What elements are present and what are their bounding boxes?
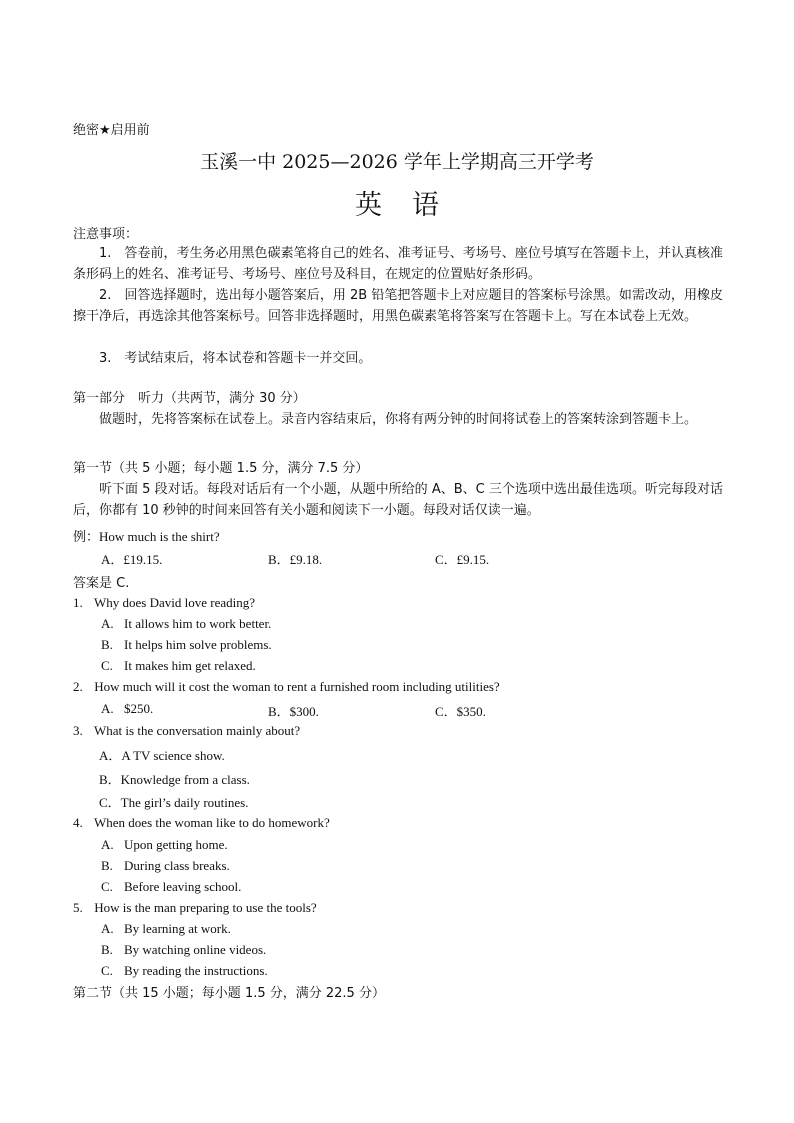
question-number: 1. xyxy=(73,595,83,610)
option-text: It helps him solve problems. xyxy=(124,637,272,652)
option-letter: B. xyxy=(101,942,113,957)
option-text: $250. xyxy=(124,701,154,716)
option-letter: C． xyxy=(99,795,121,810)
q3-option-a xyxy=(99,745,225,764)
option-text: Before leaving school. xyxy=(124,879,242,894)
option-text: Upon getting home. xyxy=(124,837,228,852)
q1-option-a xyxy=(101,616,271,632)
option-letter: C． xyxy=(435,704,457,719)
option-letter: A. xyxy=(101,837,114,852)
option-text: $350. xyxy=(456,704,486,719)
option-text: By watching online videos. xyxy=(124,942,267,957)
question-1 xyxy=(73,595,255,611)
q4-option-c xyxy=(101,879,241,895)
option-letter: A. xyxy=(101,701,114,716)
section1-instruction: 听下面 5 段对话。每段对话后有一个小题，从题中所给的 A、B、C 三个选项中选出最佳选项。听完每段对话后，你都有 10 秒钟的时间来回答有关小题和阅读下一小题。每段对话仅读一遍。 xyxy=(73,482,723,518)
q4-option-b xyxy=(101,858,230,874)
question-text: How much will it cost the woman to rent a furnished room including utilities? xyxy=(94,679,500,694)
q2-option-a xyxy=(101,701,153,717)
question-number: 4. xyxy=(73,815,83,830)
q3-option-b xyxy=(99,769,250,788)
part1-heading: 第一部分 听力（共两节，满分 30 分） xyxy=(73,391,306,406)
example-option-a: A．£19.15. xyxy=(101,552,163,567)
question-5 xyxy=(73,900,317,916)
confidential-label: 绝密★启用前 xyxy=(73,123,150,138)
question-number: 5. xyxy=(73,900,83,915)
option-letter: C. xyxy=(101,879,113,894)
option-letter: B． xyxy=(268,704,290,719)
part1-instruction: 做题时，先将答案标在试卷上。录音内容结束后，你将有两分钟的时间将试卷上的答案转涂到答题卡上。 xyxy=(99,412,698,427)
option-text: $300. xyxy=(289,704,319,719)
q2-option-b xyxy=(268,701,319,720)
option-text: During class breaks. xyxy=(124,858,230,873)
option-text: Knowledge from a class. xyxy=(120,772,250,787)
question-number: 2. xyxy=(73,679,83,694)
exam-title: 玉溪一中 2025—2026 学年上学期高三开学考 xyxy=(200,151,594,173)
option-letter: B． xyxy=(99,772,121,787)
option-letter: B. xyxy=(101,637,113,652)
q2-option-c xyxy=(435,701,486,720)
option-text: By learning at work. xyxy=(124,921,231,936)
option-text: The girl’s daily routines. xyxy=(120,795,249,810)
example-question: 例：How much is the shirt? xyxy=(73,529,220,544)
example-option-c: C．£9.15. xyxy=(435,552,490,567)
option-letter: A. xyxy=(101,616,114,631)
example-option-b: B．£9.18. xyxy=(268,552,323,567)
q5-option-b xyxy=(101,942,266,958)
question-text: What is the conversation mainly about? xyxy=(94,723,301,738)
q3-option-c xyxy=(99,792,248,811)
question-text: When does the woman like to do homework? xyxy=(94,815,330,830)
question-2 xyxy=(73,679,500,695)
option-text: It makes him get relaxed. xyxy=(124,658,256,673)
option-text: A TV science show. xyxy=(121,748,225,763)
notice-heading: 注意事项： xyxy=(73,227,139,242)
q1-option-c xyxy=(101,658,256,674)
notice-item-3: 3. 考试结束后，将本试卷和答题卡一并交回。 xyxy=(99,351,372,366)
option-text: By reading the instructions. xyxy=(124,963,268,978)
section2-heading: 第二节（共 15 小题；每小题 1.5 分，满分 22.5 分） xyxy=(73,986,385,1001)
q1-option-b xyxy=(101,637,272,653)
q5-option-c xyxy=(101,963,268,979)
option-letter: C. xyxy=(101,658,113,673)
option-letter: B. xyxy=(101,858,113,873)
option-letter: A． xyxy=(99,748,122,763)
q5-option-a xyxy=(101,921,231,937)
question-text: How is the man preparing to use the tools? xyxy=(94,900,317,915)
section1-heading: 第一节（共 5 小题；每小题 1.5 分，满分 7.5 分） xyxy=(73,461,369,476)
example-answer: 答案是 C. xyxy=(73,576,130,591)
question-number: 3. xyxy=(73,723,83,738)
question-3 xyxy=(73,723,300,739)
notice-item-2: 2. 回答选择题时，选出每小题答案后，用 2B 铅笔把答题卡上对应题目的答案标号涂黑。如需改动，用橡皮擦干净后，再选涂其他答案标号。回答非选择题时，用黑色碳素笔将答案写在答题卡上。写在本试卷上无效。 xyxy=(73,288,723,324)
option-letter: C. xyxy=(101,963,113,978)
option-text: It allows him to work better. xyxy=(124,616,272,631)
option-letter: A. xyxy=(101,921,114,936)
subject-title: 英语 xyxy=(355,190,469,221)
notice-item-1: 1. 答卷前，考生务必用黑色碳素笔将自己的姓名、准考证号、考场号、座位号填写在答题卡上，并认真核准条形码上的姓名、准考证号、考场号、座位号及科目，在规定的位置贴好条形码。 xyxy=(73,246,723,282)
q4-option-a xyxy=(101,837,228,853)
question-4 xyxy=(73,815,330,831)
question-text: Why does David love reading? xyxy=(94,595,256,610)
